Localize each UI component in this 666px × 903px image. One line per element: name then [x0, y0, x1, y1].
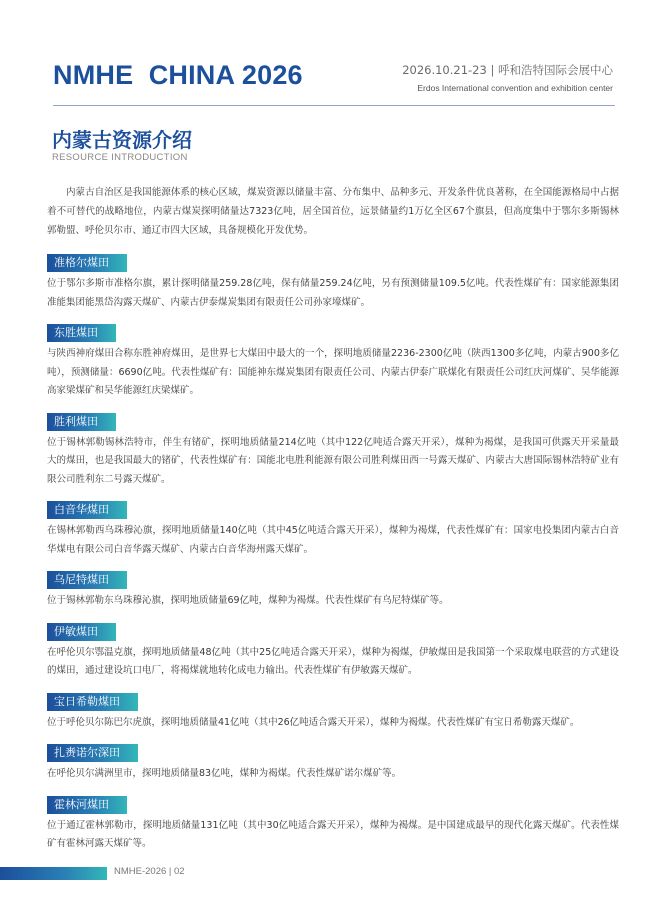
footer-accent-bar	[0, 867, 107, 880]
coalfield-entry	[47, 741, 619, 784]
coalfield-tag: 宝日希勒煤田	[47, 693, 138, 711]
event-date-venue: 2026.10.21-23 | 呼和浩特国际会展中心	[402, 63, 613, 77]
coalfield-description: 位于鄂尔多斯市准格尔旗，累计探明储量259.28亿吨，保有储量259.24亿吨，另有预测储量109.5亿吨。代表性煤矿有：国家能源集团准能集团能黑岱沟露天煤矿、内蒙古伊泰煤炭集团有限责任公司孙家壕煤矿。	[47, 278, 619, 308]
coalfield-entry	[47, 321, 619, 401]
coalfield-tag: 伊敏煤田	[47, 623, 116, 641]
coalfield-list	[47, 251, 619, 863]
coalfield-description: 位于锡林郭勒东乌珠穆沁旗，探明地质储量69亿吨，煤种为褐煤。代表性煤矿有乌尼特煤矿等。	[47, 595, 449, 606]
coalfield-description: 在呼伦贝尔鄂温克旗，探明地质储量48亿吨（其中25亿吨适合露天开采），煤种为褐煤，伊敏煤田是我国第一个采取煤电联营的方式建设的煤田，通过建设坑口电厂，将褐煤就地转化成电力输出。代表性煤矿有伊敏露天煤矿。	[47, 646, 619, 676]
coalfield-entry	[47, 251, 619, 312]
coalfield-entry	[47, 410, 619, 490]
coalfield-description: 在锡林郭勒西乌珠穆沁旗，探明地质储量140亿吨（其中45亿吨适合露天开采），煤种为褐煤，代表性煤矿有：国家电投集团内蒙古白音华煤电有限公司白音华露天煤矿、内蒙古白音华海州露天煤矿。	[47, 525, 619, 555]
section-title: 内蒙古资源介绍	[52, 128, 192, 152]
venue-english: Erdos International convention and exhibition center	[417, 83, 613, 93]
coalfield-tag: 胜利煤田	[47, 413, 116, 431]
header-divider	[53, 105, 615, 106]
coalfield-entry	[47, 620, 619, 681]
intro-paragraph: 内蒙古自治区是我国能源体系的核心区域，煤炭资源以储量丰富、分布集中、品种多元、开发条件优良著称，在全国能源格局中占据着不可替代的战略地位，内蒙古煤炭探明储量达7323亿吨，居全国首位，远景储量约1万亿全区67个旗县，但高度集中于鄂尔多斯锡林郭勒盟、呼伦贝尔市、通辽市四大区域，具备规模化开发优势。	[47, 187, 619, 236]
coalfield-description: 位于通辽霍林郭勒市，探明地质储量131亿吨（其中30亿吨适合露天开采），煤种为褐煤。是中国建成最早的现代化露天煤矿。代表性煤矿有霍林河露天煤矿等。	[47, 819, 619, 849]
coalfield-tag: 霍林河煤田	[47, 796, 127, 814]
coalfield-description: 位于锡林郭勒锡林浩特市，伴生有锗矿，探明地质储量214亿吨（其中122亿吨适合露天开采），煤种为褐煤，是我国可供露天开采量最大的煤田，也是我国最大的锗矿，代表性煤矿有：国能北电胜利能源有限公司胜利煤田西一号露天煤矿、内蒙古大唐国际锡林浩特矿业有限公司胜利东二号露天煤矿。	[47, 436, 619, 485]
coalfield-description: 在呼伦贝尔满洲里市，探明地质储量83亿吨，煤种为褐煤。代表性煤矿诺尔煤矿等。	[47, 768, 402, 779]
brand-title: NMHE CHINA 2026	[53, 60, 303, 90]
coalfield-entry	[47, 498, 619, 559]
coalfield-entry	[47, 690, 619, 733]
coalfield-description: 与陕西神府煤田合称东胜神府煤田，是世界七大煤田中最大的一个，探明地质储量2236-2300亿吨（陕西1300多亿吨，内蒙古900多亿吨），预测储量：6690亿吨。代表性煤矿有：国能神东煤炭集团有限责任公司、内蒙古伊泰广联煤化有限责任公司红庆河煤矿、吴华能源高家梁煤矿和吴华能源红庆梁煤矿。	[47, 348, 619, 396]
coalfield-tag: 白音华煤田	[47, 501, 127, 519]
coalfield-tag: 东胜煤田	[47, 324, 116, 342]
coalfield-entry	[47, 793, 619, 854]
coalfield-description: 位于呼伦贝尔陈巴尔虎旗，探明地质储量41亿吨（其中26亿吨适合露天开采），煤种为褐煤。代表性煤矿有宝日希勒露天煤矿。	[47, 716, 580, 728]
coalfield-tag: 乌尼特煤田	[47, 571, 127, 589]
coalfield-tag: 扎赉诺尔深田	[47, 744, 138, 762]
footer-page-label: NMHE-2026 | 02	[114, 866, 185, 877]
section-subtitle: RESOURCE INTRODUCTION	[52, 152, 188, 163]
coalfield-tag: 准格尔煤田	[47, 254, 127, 272]
coalfield-entry	[47, 568, 619, 611]
